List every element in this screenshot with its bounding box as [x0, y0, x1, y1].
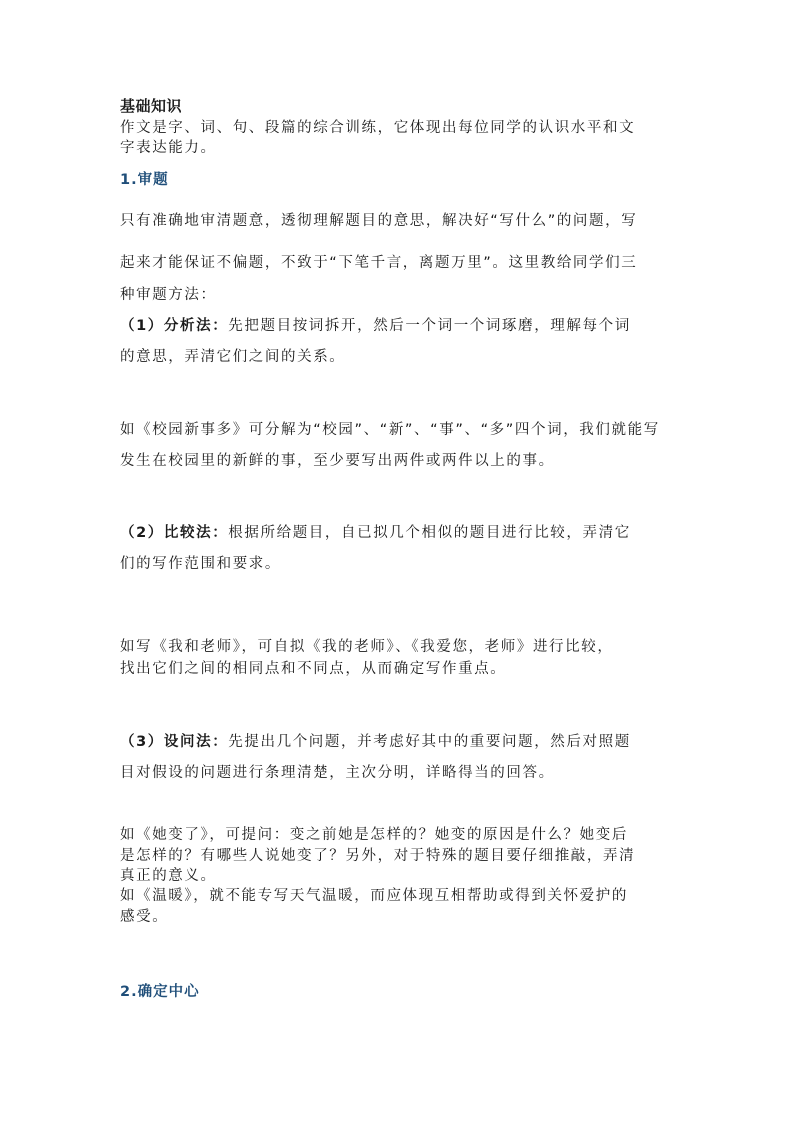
example-line: 如《校园新事多》可分解为“校园”、“新”、“事”、“多”四个词，我们就能写	[120, 422, 660, 438]
method-text: 先把题目按词拆开，然后一个词一个词琢磨，理解每个词	[228, 318, 631, 334]
paragraph-line: 的意思，弄清它们之间的关系。	[120, 349, 346, 365]
example-line: 发生在校园里的新鲜的事，至少要写出两件或两件以上的事。	[120, 453, 555, 469]
method-label: （2）比较法：	[120, 525, 229, 541]
intro-line-1: 作文是字、词、句、段篇的综合训练，它体现出每位同学的认识水平和文	[120, 120, 636, 136]
method-analysis	[120, 316, 631, 336]
example-line: 真正的意义。	[120, 868, 217, 884]
intro-line-2: 字表达能力。	[120, 140, 217, 156]
paragraph-line: 种审题方法：	[120, 287, 217, 303]
example-line: 如《她变了》，可提问：变之前她是怎样的？她变的原因是什么？她变后	[120, 827, 628, 843]
example-line: 找出它们之间的相同点和不同点，从而确定写作重点。	[120, 661, 507, 677]
example-line: 感受。	[120, 909, 169, 925]
example-line: 如写《我和老师》，可自拟《我的老师》、《我爱您，老师》进行比较，	[120, 639, 614, 655]
paragraph-line: 们的写作范围和要求。	[120, 556, 281, 572]
method-question	[120, 732, 631, 752]
example-line: 如《温暖》，就不能专写天气温暖，而应体现互相帮助或得到关怀爱护的	[120, 888, 628, 904]
paragraph-line: 目对假设的问题进行条理清楚，主次分明，详略得当的回答。	[120, 765, 555, 781]
method-compare	[120, 523, 631, 543]
section-heading-review: 1.审题	[120, 172, 169, 188]
paragraph-line: 只有准确地审清题意，透彻理解题目的意思，解决好“写什么”的问题，写	[120, 213, 638, 229]
method-label: （3）设问法：	[120, 734, 229, 750]
method-text: 根据所给题目，自已拟几个相似的题目进行比较，弄清它	[228, 525, 631, 541]
method-label: （1）分析法：	[120, 318, 229, 334]
example-line: 是怎样的？有哪些人说她变了？另外，对于特殊的题目要仔细推敲，弄清	[120, 848, 636, 864]
paragraph-line: 起来才能保证不偏题，不致于“下笔千言，离题万里”。这里教给同学们三	[120, 255, 638, 271]
document-title: 基础知识	[120, 97, 183, 115]
section-heading-center: 2.确定中心	[120, 984, 200, 1000]
method-text: 先提出几个问题，并考虑好其中的重要问题，然后对照题	[228, 734, 631, 750]
